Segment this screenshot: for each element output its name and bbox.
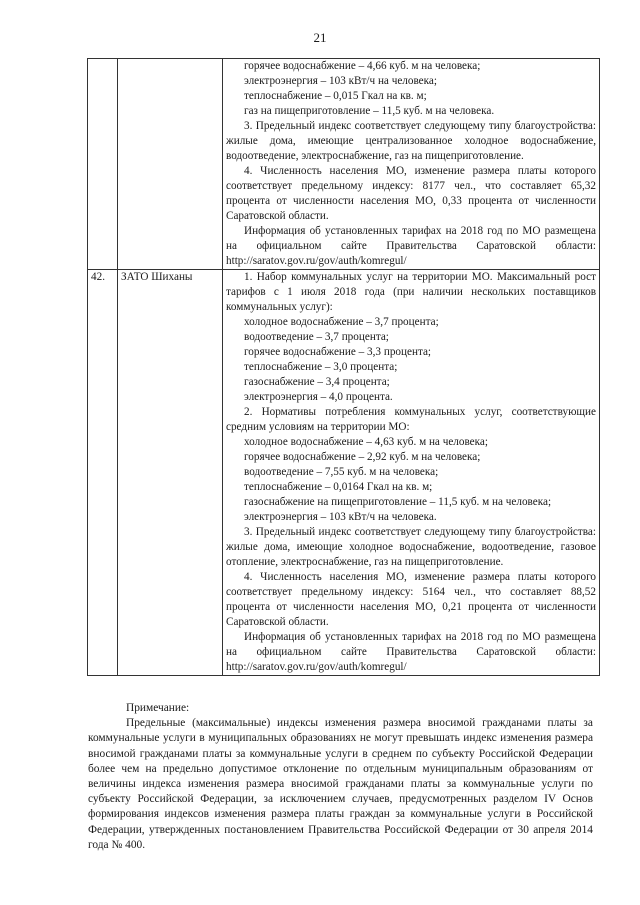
tariff-info-paragraph: Информация об установленных тарифах на 2018 год по МО размещена на официальном сайте Правительства Саратовской области: http://saratov.gov.ru/gov/auth/komregul/ — [226, 225, 596, 267]
list-item: горячее водоснабжение – 2,92 куб. м на человека; — [244, 451, 481, 463]
improvement-type-paragraph: 3. Предельный индекс соответствует следующему типу благоустройства: жилые дома, имеющие холодное водоснабжение, водоотведение, газовое отопление, электроснабжение, газ на пищеприготовление. — [226, 526, 596, 568]
description-cell — [223, 59, 600, 270]
note-section — [88, 701, 593, 853]
table-row — [88, 270, 600, 676]
norms-paragraph: 2. Нормативы потребления коммунальных услуг, соответствующие средним условиям на территории МО: — [226, 406, 596, 433]
list-item: газоснабжение – 3,4 процента; — [244, 376, 390, 388]
tariff-info-paragraph: Информация об установленных тарифах на 2018 год по МО размещена на официальном сайте Правительства Саратовской области: http://saratov.gov.ru/gov/auth/komregul/ — [226, 631, 596, 673]
table-row — [88, 59, 600, 270]
municipality-name-cell: ЗАТО Шиханы — [118, 270, 223, 676]
note-text: Предельные (максимальные) индексы изменения размера вносимой гражданами платы за коммунальные услуги в муниципальных образованиях не могут превышать индекс изменения размера вносимой гражданами платы за коммунальные услуги в среднем по субъекту Российской Федерации более чем на предельно допустимое отклонение по отдельным муниципальным образованиям от величины индекса изменения размера вносимой гражданами платы за коммунальные услуги по субъекту Российской Федерации, за исключением случаев, предусмотренных разделом IV Основ формирования индексов изменения размера платы граждан за коммунальные услуги в Российской Федерации, утвержденных постановлением Правительства Российской Федерации от 30 апреля 2014 года № 400. — [88, 717, 593, 851]
list-item: электроэнергия – 103 кВт/ч на человека; — [244, 75, 437, 87]
list-item: электроэнергия – 4,0 процента. — [244, 391, 393, 403]
improvement-type-paragraph: 3. Предельный индекс соответствует следующему типу благоустройства: жилые дома, имеющие централизованное холодное водоснабжение, водоотведение, электроснабжение, газ на пищеприготовление. — [226, 120, 596, 162]
list-item: холодное водоснабжение – 4,63 куб. м на человека; — [244, 436, 488, 448]
municipality-name-cell — [118, 59, 223, 270]
list-item: холодное водоснабжение – 3,7 процента; — [244, 316, 439, 328]
list-item: теплоснабжение – 0,015 Гкал на кв. м; — [244, 90, 427, 102]
list-item: горячее водоснабжение – 4,66 куб. м на человека; — [244, 60, 481, 72]
services-set-paragraph: 1. Набор коммунальных услуг на территории МО. Максимальный рост тарифов с 1 июля 2018 года (при наличии нескольких поставщиков коммунальных услуг): — [226, 271, 596, 313]
note-title: Примечание: — [126, 702, 190, 714]
list-item: теплоснабжение – 3,0 процента; — [244, 361, 398, 373]
description-cell — [223, 270, 600, 676]
list-item: газоснабжение на пищеприготовление – 11,5 куб. м на человека; — [244, 496, 552, 508]
list-item: водоотведение – 3,7 процента; — [244, 331, 389, 343]
list-item: теплоснабжение – 0,0164 Гкал на кв. м; — [244, 481, 433, 493]
population-paragraph: 4. Численность населения МО, изменение размера платы которого соответствует предельному индексу: 5164 чел., что составляет 88,52 процента от численности населения МО, 0,21 процента от численности Саратовской области. — [226, 571, 596, 628]
list-item: водоотведение – 7,55 куб. м на человека; — [244, 466, 439, 478]
list-item: газ на пищеприготовление – 11,5 куб. м на человека. — [244, 105, 495, 117]
list-item: электроэнергия – 103 кВт/ч на человека. — [244, 511, 437, 523]
page-number: 21 — [313, 30, 327, 45]
row-number-cell: 42. — [88, 270, 118, 676]
row-number-cell — [88, 59, 118, 270]
list-item: горячее водоснабжение – 3,3 процента; — [244, 346, 432, 358]
population-paragraph: 4. Численность населения МО, изменение размера платы которого соответствует предельному индексу: 8177 чел., что составляет 65,32 процента от численности населения МО, 0,33 процента от численности Саратовской области. — [226, 165, 596, 222]
tariff-table — [87, 58, 600, 676]
